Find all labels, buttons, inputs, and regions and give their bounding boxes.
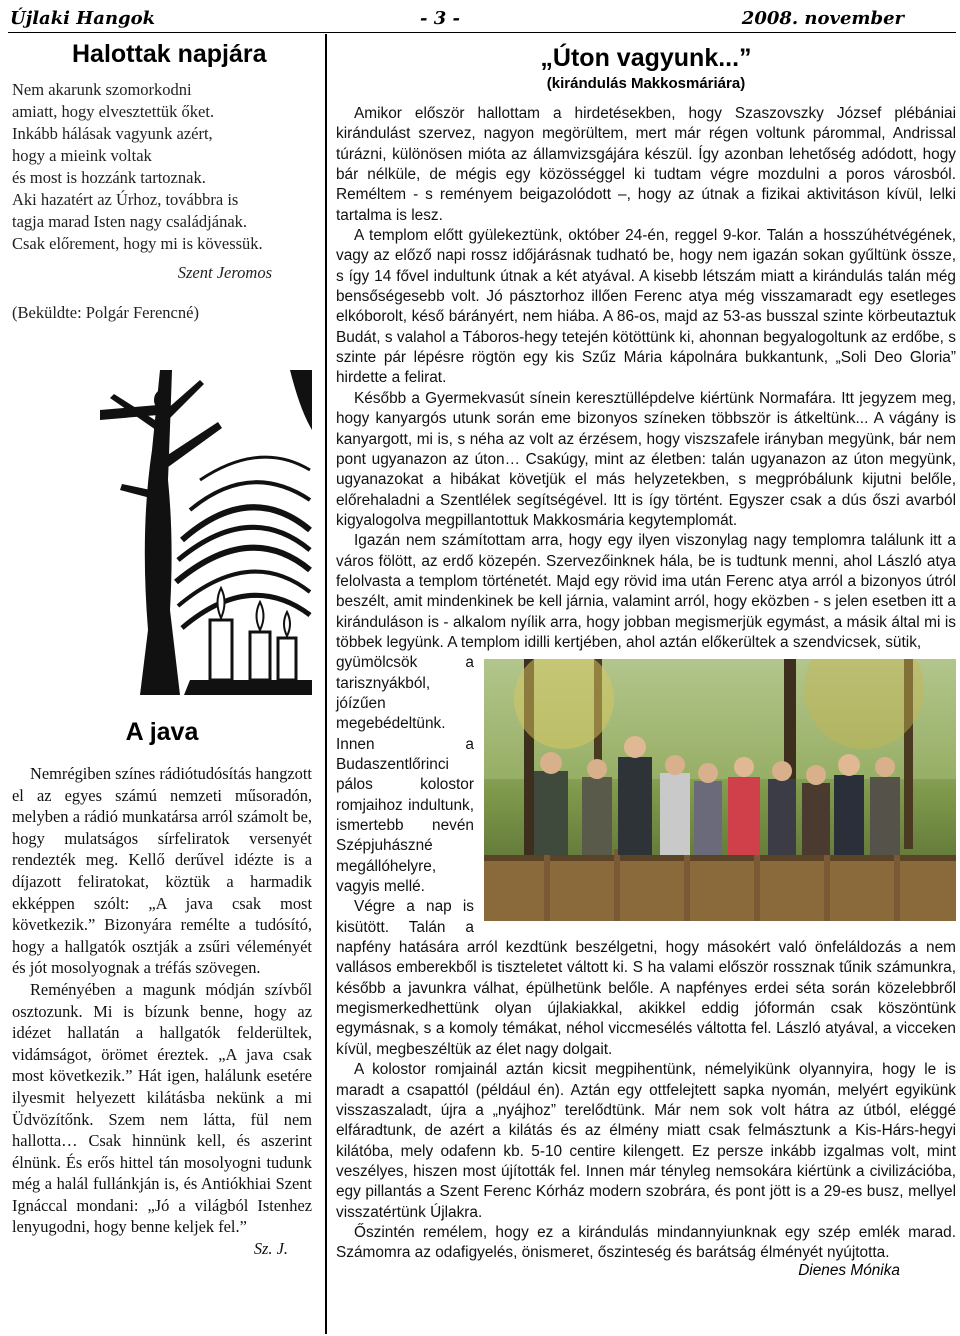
- poem-line: Nem akarunk szomorkodni: [12, 80, 192, 99]
- poem-line: hogy a mieink voltak: [12, 146, 152, 165]
- poem-sender: (Beküldte: Polgár Ferencné): [12, 303, 199, 322]
- trip-body: [336, 104, 956, 1264]
- trip-author: Dienes Mónika: [798, 1261, 900, 1279]
- java-signature: Sz. J.: [253, 1239, 288, 1259]
- trip-paragraph: gyümölcsök a tarisznyákból, jóízűen megebédeltünk. Innen a Budaszentlőrinci pálos kolostor romjaihoz indultunk, ismertebb nevén Szépjuhászné megállóhelyre, vagyis mellé.: [336, 654, 474, 896]
- trip-paragraph: Később a Gyermekvasút sínein keresztüllépdelve kiértünk Normafára. Itt jegyzem meg, hogy kanyargós utunk során eme bizonyos színeken többször is átkeltünk... A vágány is kanyargott, mi is, s néha az volt az érzésem, hogy viszszafele irányban megyünk, bár nem pont ugyanazon az úton… Csakúgy, mint az életben: talán ugyanazon az úton megyünk, ugyanazokat a hibákat követjük el más helyzetekben, s megpróbálunk kijutni belőle, előrehaladni a Szentlélek segítségével. Itt is így történt. Egyszer csak a dús őszi avarból kigyalogolva megpillantottuk Makkosmária kegytemplomát.: [336, 389, 956, 529]
- crucifix-candles-illustration: [100, 370, 312, 695]
- poem-line: tagja marad Isten nagy családjának.: [12, 212, 248, 231]
- poem-section: [12, 40, 312, 323]
- java-article: [12, 763, 312, 1260]
- group-photo: [484, 659, 956, 921]
- poem-author: Szent Jeromos: [177, 263, 272, 282]
- trip-title: „Úton vagyunk...”: [540, 44, 752, 72]
- page-number: - 3 -: [420, 8, 460, 29]
- poem-line: Csak előrement, hogy mi is kövessük.: [12, 234, 263, 253]
- java-title: A java: [125, 718, 199, 746]
- java-paragraph: Reményében a magunk módján szívből osztozunk. Mi is bízunk benne, hogy az idézet hallatán a hallgatók felderültek, vidámságot, örömet éreztek. „A java csak most következik.” Hát igen, halálunk esetére ilyesmit helyezett kilátásba nekünk a mi Üdvözítőnk. Szem nem látta, fül nem hallotta… Csak hinnünk kell, és aszerint élnünk. És erős hittel tán mosolyogni tudunk még a halál fullánkján is, és Antiókhiai Szent Ignáccal mondani: „Jó a világból Istenhez lenyugodni, hogy benne keljek fel.”: [12, 979, 312, 1237]
- trip-paragraph: Igazán nem számítottam arra, hogy egy ilyen viszonylag nagy templomra találunk itt a város fölött, az erdő közepén. Szervezőinknek hála, be is tudtunk menni, ahol László atya felolvasta a templom történetét. Majd egy rövid ima után Ferenc atya arról a bizonyos útról beszélt, amit mindenkinek be kell járnia, valamint arról, hogy eközben - s jelen esetben itt a kiránduláson is - alkalom nyílik arra, hogy jobban megismerjük egymást, a másik által mi is többek legyünk. A templom idilli kertjében, ahol aztán előkerültek a szendvicsek, sütik,: [336, 532, 956, 651]
- poem-body: [12, 79, 312, 255]
- trip-paragraph: A templom előtt gyülekeztünk, október 24-én, reggel 9-kor. Talán a hosszúhétvégének, vagy az előző napi rossz időjárásnak tudható be, hogy nem igazán sokan gyűltünk össze, s így 14 fővel indultunk útnak a két atyával. A kisebb létszám miatt a kirándulás talán még bensőségesebb volt. Jó pásztorhoz illően Ferenc atya még visszamaradt egy esetleges elkóborolt, késő bárányért, nem hiába. A 86-os, majd az 53-as busszal szinte körbeutaztuk Budát, s valahol a Táboros-hegy tetején kötöttünk ki, ahonnan begyalogoltunk az erdőbe, s szinte pár lépésre rögtön egy kis Szűz Mária kápolnára bukkantunk, „Soli Deo Gloria” hirdette a felirat.: [336, 227, 956, 387]
- trip-paragraph: A kolostor romjainál aztán kicsit megpihentünk, némelyikünk olyannyira, hogy le is maradt a csapattól (például én). Aztán egy ottfelejtett sapka nyomán, melyért egyikünk visszaszaladt, újra a „nyájhoz” terelődtünk. Már nem sok volt hátra az útból, eléggé elfáradtunk, de azért a kilátás és az élmény miatt csak felmásztunk a Kis-Hárs-hegyi kilátóba, mely odafenn kb. 5-10 centire kilengett. Ez persze inkább izgalmas volt, mint veszélyes, hiszen most újították fel. Innen már tényleg nemsokára kiértünk a civilizációba, egy pillantás a Szent Ferenc Kórház modern szobrára, és pont jött is a 29-es busz, mellyel visszatértünk Újlakra.: [336, 1061, 956, 1221]
- poem-line: amiatt, hogy elvesztettük őket.: [12, 102, 215, 121]
- poem-line: Inkább hálásak vagyunk azért,: [12, 124, 213, 143]
- poem-line: és most is hozzánk tartoznak.: [12, 168, 206, 187]
- issue-date: 2008. november: [741, 8, 904, 29]
- poem-line: Aki hazatért az Úrhoz, továbbra is: [12, 190, 239, 209]
- poem-title: Halottak napjára: [72, 40, 267, 68]
- trip-paragraph: Amikor először hallottam a hirdetésekben, hogy Szaszovszky József plébániai kirándulást szervez, nagyon megörültem, mert már régen voltunk párommal, Andrissal túrázni, különösen mióta az államvizsgájára készül. Így azonban lehetőség adódott, hogy bár nélküle, de mégis egy közösséggel ki tudtam végre mozdulni a poros városból. Reméltem - s reményem beigazolódott –, hogy az útnak a fizikai aktivitáson kívül, lelki tartalma is lesz.: [336, 105, 956, 224]
- page-header: [8, 4, 956, 33]
- column-divider: [325, 34, 327, 1334]
- trip-paragraph: Őszintén remélem, hogy ez a kirándulás mindannyiunknak egy szép emlék marad. Számomra az odafigyelés, önismeret, őszinteség és barátság élményét nyújtotta.: [336, 1223, 956, 1262]
- trip-article: [336, 44, 956, 1280]
- java-paragraph: Nemrégiben színes rádiótudósítás hangzott el az egyes számú nemzeti műsoradón, melyben a rádió munkatársa arról számolt be, hogy mulatságos sírfeliratok versenyét rendezték meg. Kellő derűvel idézte is a díjazott feliratokat, köztük a harmadik ekképpen szólt: „A java csak most következik.” Bizonyára remélte a tudósító, hogy a hallgatók osztják a zsűri véleményét és jót mosolyognak a tréfás szövegen.: [12, 764, 312, 978]
- trip-paragraph: Végre a nap is kisütött. Talán a napfény hatására arról kezdtünk beszélgetni, hogy másokért való önfeláldozás a nem vallásos emberekből is tiszteletet váltott ki. S ha valami először rossznak tűnik számunkra, később a javunkra válhat, épülhetünk belőle. A napfényes erdei séta során közelebbről megismerkedhettünk olyan újlakiakkal, akikkel eddig jóformán csak köszöntünk egymásnak, s a komoly témákat, néhol viccmesélés váltotta fel. László atyával, a vicceken kívül, megbeszéltük az élet nagy dolgait.: [336, 898, 956, 1058]
- trip-subtitle: (kirándulás Makkosmáriára): [546, 75, 746, 92]
- publication-name: Újlaki Hangok: [10, 8, 156, 29]
